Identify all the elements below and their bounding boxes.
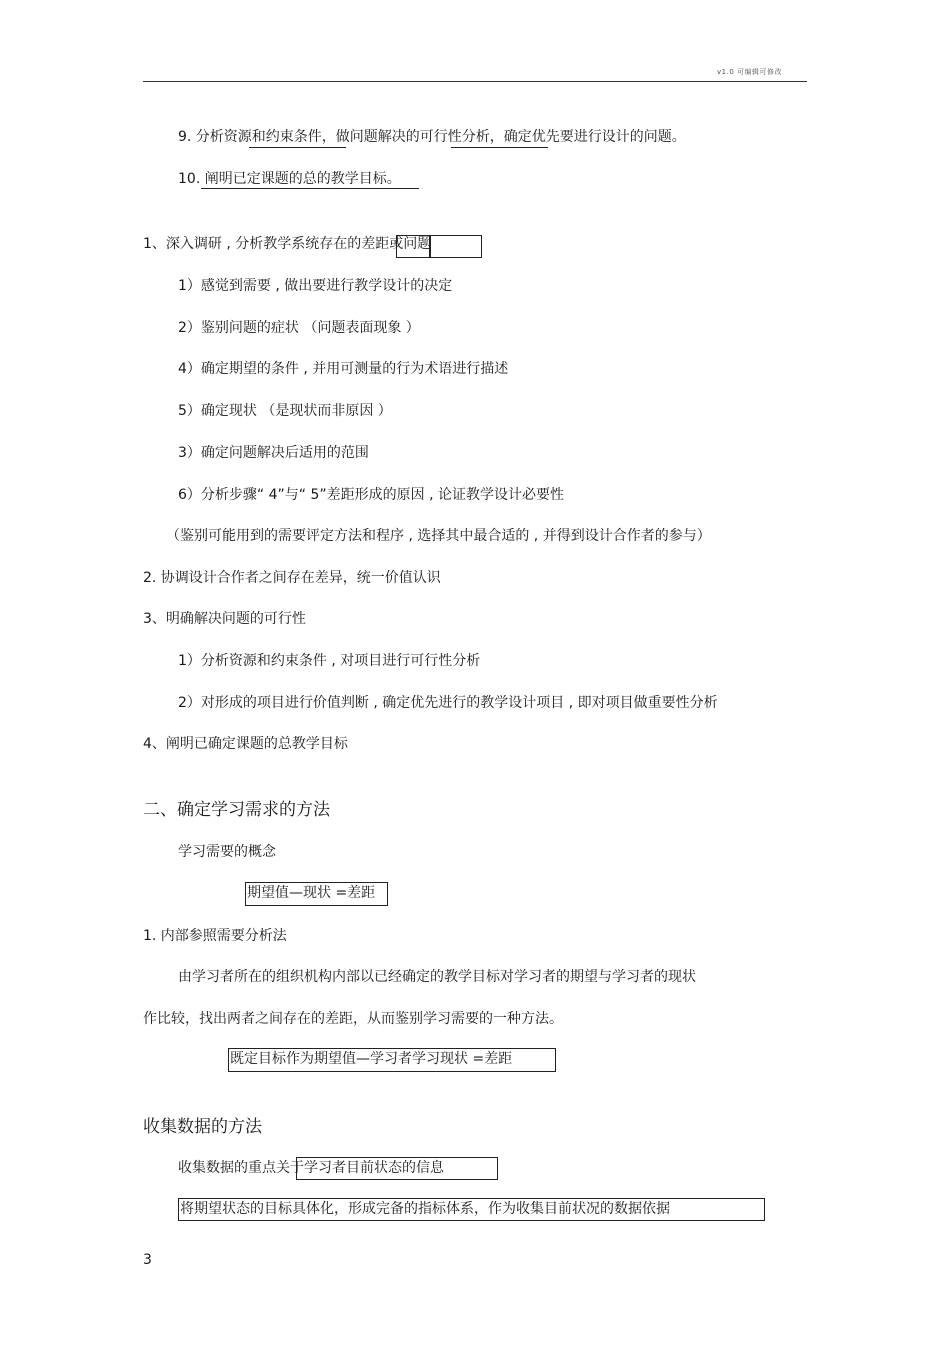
section-1-step-2: 2）鉴别问题的症状 （问题表面现象 ） (178, 320, 420, 336)
item-10: 10. 阐明已定课题的总的教学目标。 (178, 171, 401, 187)
section-1-step-1: 1）感觉到需要 , 做出要进行教学设计的决定 (178, 278, 453, 294)
underline-mark (249, 147, 346, 148)
section-1: 1、深入调研 , 分析教学系统存在的差距或问题 (143, 236, 432, 252)
formula-1: 期望值—现状 =差距 (247, 885, 376, 901)
header-version: v1.0 可编辑可修改 (717, 68, 782, 76)
section-1-step-6: 6）分析步骤“ 4”与“ 5”差距形成的原因 , 论证教学设计必要性 (178, 487, 564, 503)
underline-mark (451, 147, 548, 148)
section-3-step-2: 2）对形成的项目进行价值判断 , 确定优先进行的教学设计项目 , 即对项目做重要性分析 (178, 695, 718, 711)
box-mark (429, 235, 482, 258)
section-2: 2. 协调设计合作者之间存在差异，统一价值认识 (143, 570, 441, 586)
method-1-desc-b: 作比较，找出两者之间存在的差距，从而鉴别学习需要的一种方法。 (143, 1011, 563, 1027)
section-1-note: （鉴别可能用到的需要评定方法和程序 , 选择其中最合适的 , 并得到设计合作者的参与） (166, 528, 711, 544)
section-1-step-5: 5）确定现状 （是现状而非原因 ） (178, 403, 392, 419)
section-1-step-3: 3）确定问题解决后适用的范围 (178, 445, 369, 461)
section-4: 4、阐明已确定课题的总教学目标 (143, 736, 348, 752)
concept-label: 学习需要的概念 (178, 844, 276, 860)
item-9: 9. 分析资源和约束条件，做问题解决的可行性分析，确定优先要进行设计的问题。 (178, 129, 686, 145)
section-3: 3、明确解决问题的可行性 (143, 611, 306, 627)
formula-2: 既定目标作为期望值—学习者学习现状 =差距 (230, 1051, 513, 1067)
section-3-step-1: 1）分析资源和约束条件 , 对项目进行可行性分析 (178, 653, 481, 669)
box-mark (296, 1157, 498, 1180)
method-1-title: 1. 内部参照需要分析法 (143, 928, 287, 944)
heading-methods: 二、确定学习需求的方法 (143, 800, 330, 820)
underline-mark (201, 188, 419, 189)
method-1-desc-a: 由学习者所在的组织机构内部以已经确定的教学目标对学习者的期望与学习者的现状 (178, 969, 696, 985)
heading-data-collection: 收集数据的方法 (143, 1117, 262, 1137)
page-number: 3 (143, 1252, 152, 1268)
box-mark (396, 235, 431, 258)
data-collection-focus: 收集数据的重点关于学习者目前状态的信息 (178, 1160, 444, 1176)
header-rule (143, 81, 807, 82)
data-collection-basis: 将期望状态的目标具体化，形成完备的指标体系，作为收集目前状况的数据依据 (180, 1201, 670, 1217)
section-1-step-4: 4）确定期望的条件 , 并用可测量的行为术语进行描述 (178, 361, 509, 377)
